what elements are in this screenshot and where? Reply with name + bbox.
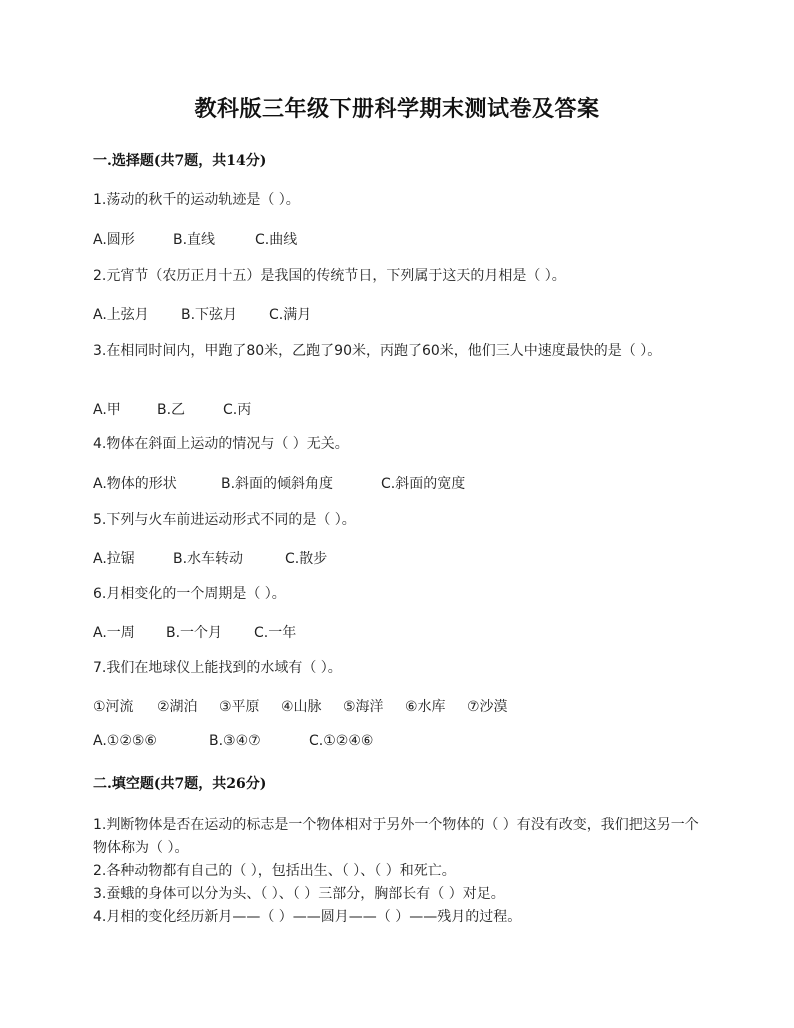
item-5: ⑤海洋 bbox=[343, 699, 384, 715]
question-6: 6.月相变化的一个周期是（ ）。 bbox=[93, 586, 286, 602]
question-5-options bbox=[93, 548, 327, 568]
option-a: A.上弦月 bbox=[93, 307, 149, 323]
fill-question-3: 3.蚕蛾的身体可以分为头、（ ）、（ ）三部分，胸部长有（ ）对足。 bbox=[93, 886, 505, 902]
question-2: 2.元宵节（农历正月十五）是我国的传统节日，下列属于这天的月相是（ ）。 bbox=[93, 268, 566, 284]
question-4: 4.物体在斜面上运动的情况与（ ）无关。 bbox=[93, 436, 349, 452]
option-b: B.③④⑦ bbox=[209, 733, 261, 749]
fill-question-1: 1.判断物体是否在运动的标志是一个物体相对于另外一个物体的（ ）有没有改变，我们把这另一个物体称为（ ）。 bbox=[93, 817, 699, 856]
option-a: A.拉锯 bbox=[93, 551, 135, 567]
item-2: ②湖泊 bbox=[157, 699, 198, 715]
fill-question-2: 2.各种动物都有自己的（ ），包括出生、（ ）、（ ）和死亡。 bbox=[93, 863, 456, 879]
option-b: B.直线 bbox=[173, 232, 216, 248]
question-5: 5.下列与火车前进运动形式不同的是（ ）。 bbox=[93, 512, 356, 528]
question-1: 1.荡动的秋千的运动轨迹是（ ）。 bbox=[93, 192, 300, 208]
option-c: C.散步 bbox=[285, 551, 328, 567]
question-7-items bbox=[93, 696, 508, 716]
question-7: 7.我们在地球仪上能找到的水域有（ ）。 bbox=[93, 660, 342, 676]
option-a: A.一周 bbox=[93, 625, 135, 641]
option-a: A.甲 bbox=[93, 402, 121, 418]
page-title: 教科版三年级下册科学期末测试卷及答案 bbox=[194, 96, 600, 122]
question-1-options bbox=[93, 229, 297, 249]
option-b: B.乙 bbox=[157, 402, 186, 418]
option-c: C.曲线 bbox=[255, 232, 298, 248]
option-c: C.斜面的宽度 bbox=[381, 476, 466, 492]
item-6: ⑥水库 bbox=[405, 699, 446, 715]
question-3-options bbox=[93, 399, 251, 419]
option-c: C.满月 bbox=[269, 307, 312, 323]
item-3: ③平原 bbox=[219, 699, 260, 715]
item-7: ⑦沙漠 bbox=[467, 699, 508, 715]
option-a: A.①②⑤⑥ bbox=[93, 733, 157, 749]
item-1: ①河流 bbox=[93, 699, 134, 715]
option-a: A.圆形 bbox=[93, 232, 135, 248]
section-heading-fill: 二.填空题(共7题，共26分) bbox=[93, 776, 267, 792]
option-c: C.①②④⑥ bbox=[309, 733, 374, 749]
option-b: B.水车转动 bbox=[173, 551, 244, 567]
question-2-options bbox=[93, 304, 311, 324]
option-b: B.斜面的倾斜角度 bbox=[221, 476, 334, 492]
option-c: C.丙 bbox=[223, 402, 252, 418]
question-3: 3.在相同时间内，甲跑了80米，乙跑了90米，丙跑了60米，他们三人中速度最快的是（ ）。 bbox=[93, 343, 662, 359]
option-b: B.下弦月 bbox=[181, 307, 238, 323]
question-4-options bbox=[93, 473, 465, 493]
option-c: C.一年 bbox=[254, 625, 297, 641]
question-7-options bbox=[93, 733, 373, 749]
option-b: B.一个月 bbox=[166, 625, 223, 641]
option-a: A.物体的形状 bbox=[93, 476, 177, 492]
question-6-options bbox=[93, 622, 296, 642]
item-4: ④山脉 bbox=[281, 699, 322, 715]
fill-question-4: 4.月相的变化经历新月——（ ）——圆月——（ ）——残月的过程。 bbox=[93, 909, 522, 925]
section-heading-choice: 一.选择题(共7题，共14分) bbox=[93, 153, 267, 169]
